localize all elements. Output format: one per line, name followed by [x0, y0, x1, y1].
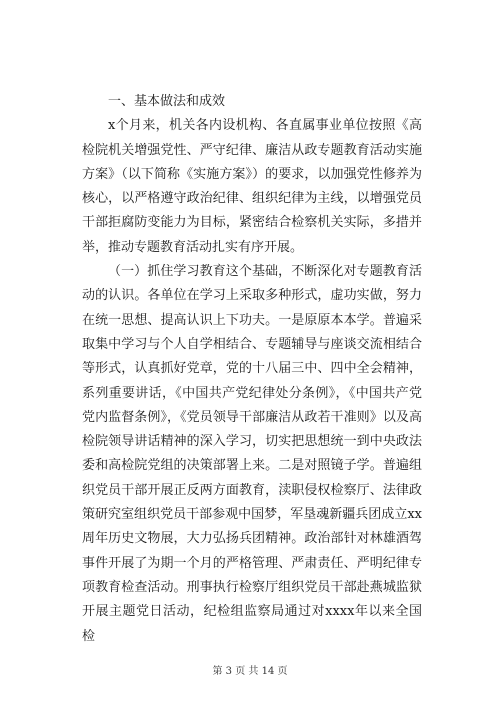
document-body: [82, 90, 422, 649]
paragraph-intro: x个月来，机关各内设机构、各直属事业单位按照《高检院机关增强党性、严守纪律、廉洁从政专题教育活动实施方案》（以下简称《实施方案》）的要求，以加强党性修养为核心，以严格遵守政治纪律、组织纪律为主线，以增强党员干部拒腐防变能力为目标，紧密结合检察机关实际，多措并举，推动专题教育活动扎实有序开展。: [82, 118, 422, 255]
paragraph-study-education: （一）抓住学习教育这个基础，不断深化对专题教育活动的认识。各单位在学习上采取多种形式，虚功实做，努力在统一思想、提高认识上下功夫。一是原原本本学。普遍采取集中学习与个人自学相结合、专题辅导与座谈交流相结合等形式，认真抓好党章，党的十八届三中、四中全会精神，系列重要讲话，《中国共产党纪律处分条例》，《中国共产党党内监督条例》，《党员领导干部廉洁从政若干准则》以及高检院领导讲话精神的深入学习，切实把思想统一到中央政法委和高检院党组的决策部署上来。二是对照镜子学。普遍组织党员干部开展正反两方面教育，渎职侵权检察厅、法律政策研究室组织党员干部参观中国梦，军垦魂新疆兵团成立xx周年历史文物展，大力弘扬兵团精神。政治部针对林雄酒驾事件开展了为期一个月的严格管理、严肃责任、严明纪律专项教育检查活动。刑事执行检察厅组织党员干部赴燕城监狱开展主题党日活动，纪检组监察局通过对xxxx年以来全国检: [82, 264, 422, 644]
page-footer: 第 3 页 共 14 页: [212, 666, 288, 677]
section-heading: 一、基本做法和成效: [108, 94, 226, 109]
